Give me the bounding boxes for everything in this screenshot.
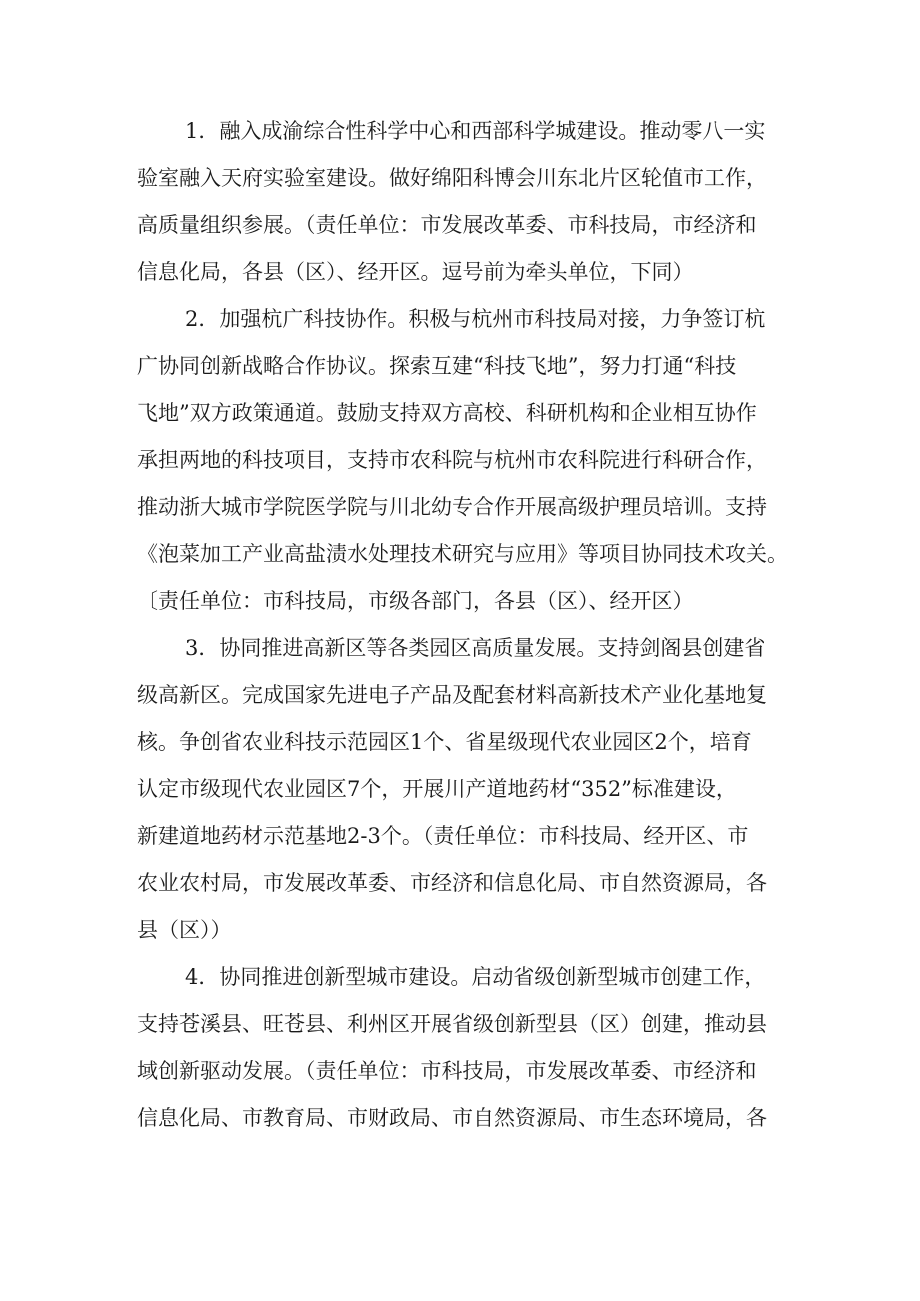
paragraph-2 [137,296,797,625]
text-line: 农业农村局，市发展改革委、市经济和信息化局、市自然资源局，各 [137,871,767,895]
text-line: 高质量组织参展。（责任单位：市发展改革委、市科技局，市经济和 [137,213,757,237]
text-line: 2．加强杭广科技协作。积极与杭州市科技局对接，力争签订杭 [185,307,766,331]
text-line: 广协同创新战略合作协议。探索互建“科技飞地”，努力打通“科技 [137,354,737,378]
text-line: 4．协同推进创新型城市建设。启动省级创新型城市创建工作， [185,965,766,989]
text-line: 认定市级现代农业园区7个，开展川产道地药材“352”标准建设， [137,777,737,801]
text-line: 〔责任单位：市科技局，市级各部门，各县（区）、经开区） [137,589,694,613]
document-body [137,108,797,1142]
text-line: 1．融入成渝综合性科学中心和西部科学城建设。推动零八一实 [185,119,766,143]
text-line: 信息化局、市教育局、市财政局、市自然资源局、市生态环境局，各 [137,1106,767,1130]
text-line: 核。争创省农业科技示范园区1个、省星级现代农业园区2个，培育 [137,730,752,754]
text-line: 信息化局，各县（区）、经开区。逗号前为牵头单位，下同） [137,260,694,284]
text-line: 承担两地的科技项目，支持市农科院与杭州市农科院进行科研合作， [137,448,767,472]
text-line: 县（区）） [137,918,232,942]
text-line: 支持苍溪县、旺苍县、利州区开展省级创新型县（区）创建，推动县 [137,1012,767,1036]
text-line: 域创新驱动发展。（责任单位：市科技局，市发展改革委、市经济和 [137,1059,757,1083]
text-line: 验室融入天府实验室建设。做好绵阳科博会川东北片区轮值市工作， [137,166,767,190]
paragraph-3 [137,625,797,954]
paragraph-1 [137,108,797,296]
text-line: 推动浙大城市学院医学院与川北幼专合作开展高级护理员培训。支持 [137,495,767,519]
text-line: 3．协同推进高新区等各类园区高质量发展。支持剑阁县创建省 [185,636,766,660]
paragraph-4 [137,954,797,1142]
text-line: 级高新区。完成国家先进电子产品及配套材料高新技术产业化基地复 [137,683,767,707]
text-line: 《泡菜加工产业高盐渍水处理技术研究与应用》等项目协同技术攻关。 [137,542,788,566]
text-line: 飞地”双方政策通道。鼓励支持双方高校、科研机构和企业相互协作 [137,401,757,425]
text-line: 新建道地药材示范基地2-3个。（责任单位：市科技局、经开区、市 [137,824,749,848]
